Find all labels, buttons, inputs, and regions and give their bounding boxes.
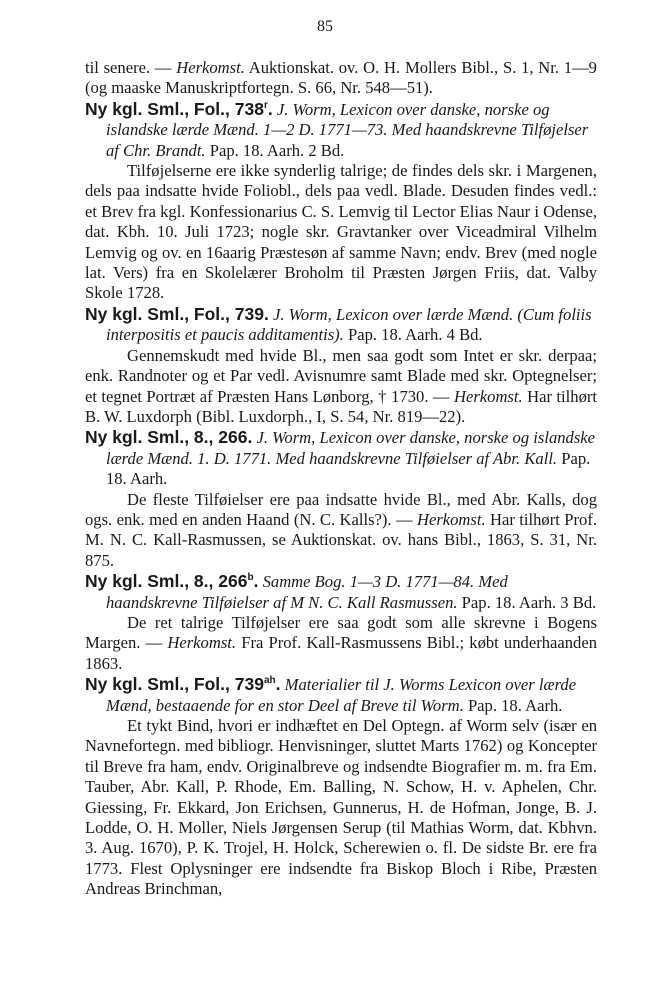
entry-herkomst: Herkomst. xyxy=(416,509,486,529)
entry-heading xyxy=(85,99,273,119)
entry-heading-text: Ny kgl. Sml., Fol., 739 xyxy=(85,674,264,695)
entry-herkomst: Herkomst. xyxy=(453,386,523,406)
catalog-entry-738r xyxy=(85,99,597,161)
catalog-entry-739ah xyxy=(85,674,597,716)
entry-heading: Ny kgl. Sml., 8., 266. xyxy=(85,427,253,448)
entry-heading-sup: b xyxy=(247,572,254,584)
entry-meta: Pap. 18. Aarh. xyxy=(106,448,591,489)
entry-meta: Pap. 18. Aarh. 3 Bd. xyxy=(457,592,597,612)
entry-heading-sup: r xyxy=(263,99,268,111)
catalog-entry-739 xyxy=(85,304,597,346)
entry-heading: Ny kgl. Sml., Fol., 739. xyxy=(85,303,269,324)
intro-paragraph xyxy=(85,58,597,99)
entry-description-rest: Har tilhørt Prof. M. N. C. Kall-Rasmussen, se Auktionskat. ov. hans Bibl., 1863, S. 31, Nr. 875. xyxy=(85,509,597,570)
entry-meta: Pap. 18. Aarh. xyxy=(463,695,563,715)
intro-text: til senere. — xyxy=(85,58,177,77)
entry-meta: Pap. 18. Aarh. 4 Bd. xyxy=(343,325,483,345)
intro-text-2: S. 1, Nr. 1—9 (og maaske Manuskriptfortegn. S. 66, Nr. 548—51). xyxy=(85,58,597,98)
entry-description-text: De ret talrige Tilføjelser ere saa godt som alle skrevne i Bogens Margen. — xyxy=(85,612,597,653)
entry-heading xyxy=(85,571,258,591)
intro-herkomst: Herkomst. xyxy=(176,58,245,77)
intro-text-rest: Auktionskat. ov. O. H. Mollers Bibl., xyxy=(244,58,499,77)
catalog-entry-266 xyxy=(85,427,597,489)
entry-heading-sup: ah xyxy=(263,675,276,687)
entry-heading xyxy=(85,674,281,694)
entry-description xyxy=(85,613,597,674)
entry-herkomst: Herkomst. xyxy=(167,633,237,653)
page-number: 85 xyxy=(317,18,333,35)
entry-description xyxy=(85,490,597,572)
entry-title: Samme Bog. 1—3 D. 1771—84. Med haandskrevne Tilføielser af M N. C. Kall Rasmussen. xyxy=(106,572,508,612)
entry-title: J. Worm, Lexicon over danske, norske og islandske lærde Mænd. 1—2 D. 1771—73. Med haandskrevne Tilføjelser af Chr. Brandt. xyxy=(106,99,589,160)
catalog-text xyxy=(85,58,597,900)
entry-description: Et tykt Bind, hvori er indhæftet en Del Optegn. af Worm selv (især en Navnefortegn. med bibliogr. Henvisninger, sluttet Marts 1762) og Koncepter til Breve fra ham, endv. Originalbreve og indsendte Biografier m. m. fra Em. Tauber, Abr. Kall, P. Rhode, Em. Balling, N. Schow, H. v. Aphelen, Chr. Giessing, Fr. Ekkard, Jon Erichsen, Gunnerus, H. de Hofman, Jonge, B. J. Lodde, O. H. Moller, Niels Jørgensen Serup (til Mathias Worm, dat. Kbhvn. 3. Aug. 1670), P. K. Trojel, H. Holck, Scherewien o. fl. De sidste Br. ere fra 1773. Flest Oplysninger ere indsendte fra Biskop Bloch i Ribe, Præsten Andreas Brinchman, xyxy=(85,716,597,899)
entry-heading-end: . xyxy=(253,571,259,592)
entry-heading-text: Ny kgl. Sml., Fol., 738 xyxy=(85,98,264,119)
entry-title: J. Worm, Lexicon over danske, norske og islandske lærde Mænd. 1. D. 1771. Med haandskrevne Tilføielser af Abr. Kall. xyxy=(106,428,596,468)
entry-description-rest: Har tilhørt B. W. Luxdorph (Bibl. Luxdorph., I, S. 54, Nr. 819—22). xyxy=(85,386,597,426)
catalog-entry-266b xyxy=(85,571,597,613)
entry-description: Tilføjelserne ere ikke synderlig talrige; de findes dels skr. i Margenen, dels paa indsatte hvide Foliobl., dels paa vedl. Blade. Desuden findes vedl.: et Brev fra kgl. Konfessionarius C. S. Lemvig til Lector Elias Naur i Odense, dat. Kbh. 10. Juli 1723; nogle skr. Gravtanker over Viceadmiral Vilhelm Lemvig og ov. en 16aarig Præstesøn af samme Navn; endv. Brev (med nogle lat. Vers) fra en Skolelærer Broholm til Præsten Jørgen Friis, dat. Valby Skole 1728. xyxy=(85,161,597,303)
entry-heading-end: . xyxy=(275,674,281,695)
entry-description-text: De fleste Tilføielser ere paa indsatte hvide Bl., med Abr. Kalls, dog ogs. enk. med en anden Haand (N. C. Kalls?). — xyxy=(85,489,597,529)
entry-title: J. Worm, Lexicon over lærde Mænd. (Cum foliis interpositis et paucis additamentis). xyxy=(106,304,592,345)
entry-heading-text: Ny kgl. Sml., 8., 266 xyxy=(85,571,248,592)
entry-description-rest: Fra Prof. Kall-Rasmussens Bibl.; købt underhaanden 1863. xyxy=(85,633,597,673)
entry-meta: Pap. 18. Aarh. 2 Bd. xyxy=(205,140,345,160)
entry-heading-end: . xyxy=(267,98,273,119)
entry-description-text: Gennemskudt med hvide Bl., men saa godt som Intet er skr. derpaa; enk. Randnoter og et Par vedl. Avisnumre samt Blade med skr. Optegnelser; et tegnet Portræt af Præsten Hans Lønborg, † 1730. — xyxy=(85,345,597,406)
entry-description xyxy=(85,346,597,428)
entry-title: Materialier til J. Worms Lexicon over lærde Mænd, bestaaende for en stor Deel af Breve til Worm. xyxy=(106,675,577,715)
